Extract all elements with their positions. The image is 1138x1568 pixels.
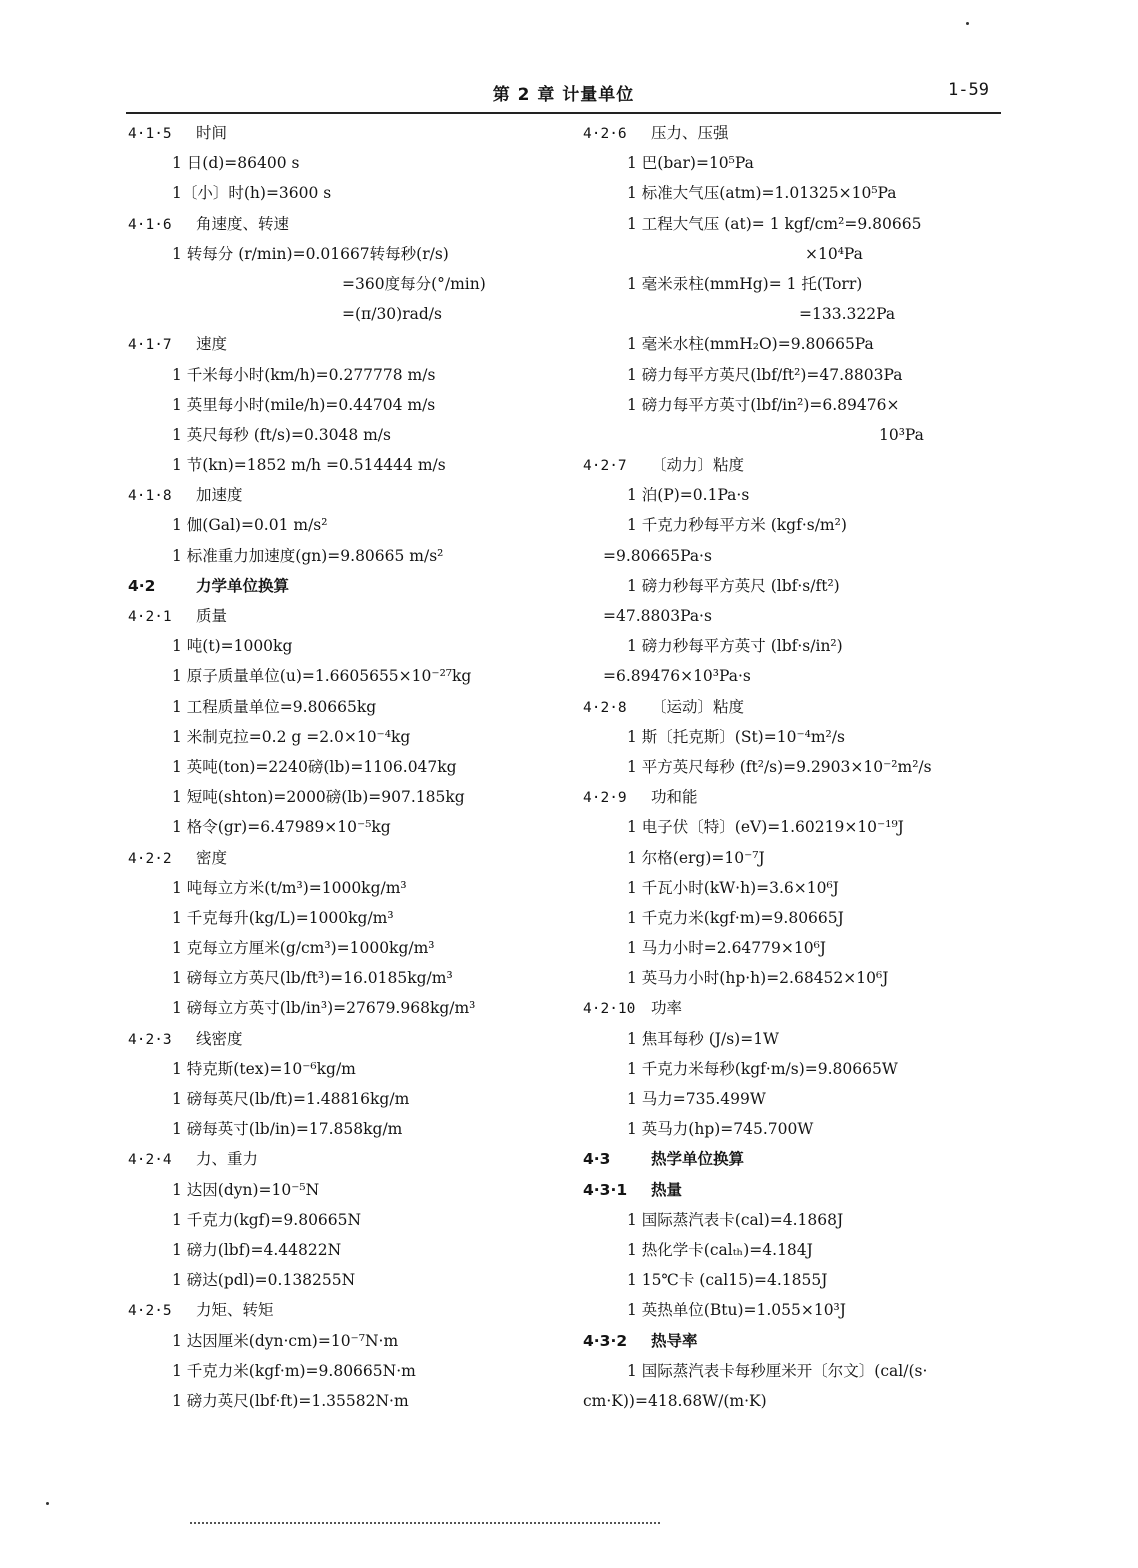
section-number: 4·2·7 [583,458,627,475]
conversion-line: 1 尔格(erg)=10⁻⁷J [627,848,765,867]
conversion-line: 1 磅每英寸(lb/in)=17.858kg/m [172,1120,403,1139]
section-number: 4·1·8 [128,488,172,505]
conversion-line: 1〔小〕时(h)=3600 s [172,184,332,203]
section-title: 时间 [196,124,228,142]
section-title: 力学单位换算 [196,576,290,595]
subsection-heading [583,118,1023,148]
subsection-heading [583,993,1023,1023]
conversion-line: 1 标准重力加速度(gn)=9.80665 m/s² [172,546,444,565]
conversion-line: 1 磅每英尺(lb/ft)=1.48816kg/m [172,1090,410,1108]
section-number: 4·3·1 [583,1180,628,1199]
conversion-line: 1 克每立方厘米(g/cm³)=1000kg/m³ [172,939,435,958]
section-title: 功和能 [651,788,698,807]
conversion-line: 1 米制克拉=0.2 g =2.0×10⁻⁴kg [172,727,411,746]
conversion-line: 1 千克力米每秒(kgf·m/s)=9.80665W [627,1059,898,1078]
section-number: 4·3·2 [583,1331,628,1350]
section-title: 〔运动〕粘度 [651,697,745,716]
subsection-heading [128,209,568,239]
conversion-line: 1 马力=735.499W [627,1090,766,1108]
conversion-line: 1 特克斯(tex)=10⁻⁶kg/m [172,1059,356,1078]
conversion-continuation: =133.322Pa [799,305,896,324]
conversion-line: 1 磅达(pdl)=0.138255N [172,1271,356,1290]
conversion-line: 1 英马力小时(hp·h)=2.68452×10⁶J [627,969,889,988]
section-title: 线密度 [196,1029,243,1048]
subsection-heading [128,329,568,359]
conversion-line: 1 原子质量单位(u)=1.6605655×10⁻²⁷kg [172,667,472,686]
conversion-line: 1 斯〔托克斯〕(St)=10⁻⁴m²/s [627,727,845,746]
section-number: 4·2·10 [583,1001,636,1018]
conversion-line: 1 千米每小时(km/h)=0.277778 m/s [172,365,436,384]
conversion-continuation: =6.89476×10³Pa·s [603,667,751,686]
conversion-line: 1 伽(Gal)=0.01 m/s² [172,516,328,535]
section-number: 4·2 [128,576,156,595]
conversion-line: 1 千克力(kgf)=9.80665N [172,1210,362,1229]
section-title: 热学单位换算 [651,1150,745,1169]
conversion-continuation: cm·K))=418.68W/(m·K) [583,1391,767,1410]
conversion-line: 1 英吨(ton)=2240磅(lb)=1106.047kg [172,757,457,776]
conversion-line: 1 吨每立方米(t/m³)=1000kg/m³ [172,878,407,897]
conversion-line: 1 磅力每平方英尺(lbf/ft²)=47.8803Pa [627,365,903,384]
conversion-line: 1 格令(gr)=6.47989×10⁻⁵kg [172,818,391,837]
conversion-line: 1 磅力每平方英寸(lbf/in²)=6.89476× [627,395,900,414]
conversion-continuation: 10³Pa [879,425,924,444]
section-heading [583,1144,1023,1174]
conversion-continuation: =360度每分(°/min) [342,274,486,293]
conversion-line: 1 国际蒸汽表卡(cal)=4.1868J [627,1210,844,1229]
conversion-line: 1 英热单位(Btu)=1.055×10³J [627,1301,846,1320]
scan-speck [46,1502,49,1505]
conversion-line: 1 焦耳每秒 (J/s)=1W [627,1029,779,1048]
conversion-line: 1 毫米汞柱(mmHg)= 1 托(Torr) [627,274,863,293]
conversion-line: 1 千克力米(kgf·m)=9.80665N·m [172,1361,416,1380]
section-number: 4·2·2 [128,850,172,867]
subsection-heading [583,450,1023,480]
section-title: 热导率 [651,1331,698,1350]
conversion-line: 1 热化学卡(calₜₕ)=4.184J [627,1240,813,1259]
section-heading [583,1175,1023,1205]
subsection-heading [583,782,1023,812]
conversion-line: 1 英马力(hp)=745.700W [627,1120,814,1139]
conversion-line: 1 15℃卡 (cal15)=4.1855J [627,1271,828,1290]
conversion-line: 1 节(kn)=1852 m/h =0.514444 m/s [172,456,446,475]
conversion-line: 1 达因(dyn)=10⁻⁵N [172,1180,320,1199]
conversion-line: 1 磅力(lbf)=4.44822N [172,1240,342,1259]
conversion-line: 1 磅力英尺(lbf·ft)=1.35582N·m [172,1391,409,1410]
section-number: 4·2·3 [128,1031,172,1048]
conversion-line: 1 磅每立方英寸(lb/in³)=27679.968kg/m³ [172,999,476,1018]
conversion-line: 1 标准大气压(atm)=1.01325×10⁵Pa [627,184,897,203]
section-title: 力矩、转矩 [196,1301,274,1320]
scan-speck [966,22,969,25]
conversion-line: 1 马力小时=2.64779×10⁶J [627,939,827,958]
section-title: 力、重力 [196,1150,259,1169]
conversion-line: 1 千克力秒每平方米 (kgf·s/m²) [627,516,847,535]
conversion-line: 1 千克力米(kgf·m)=9.80665J [627,908,844,927]
scan-footer-line [190,1522,660,1524]
conversion-line: 1 英尺每秒 (ft/s)=0.3048 m/s [172,425,391,444]
conversion-line: 1 巴(bar)=10⁵Pa [627,154,754,173]
conversion-line: 1 工程质量单位=9.80665kg [172,697,377,716]
section-title: 密度 [196,848,228,867]
section-number: 4·1·5 [128,126,172,142]
subsection-heading [128,480,568,510]
subsection-heading [128,843,568,873]
conversion-line: 1 磅力秒每平方英寸 (lbf·s/in²) [627,637,843,656]
section-number: 4·2·8 [583,699,627,716]
left-column [128,118,568,1416]
section-number: 4·1·7 [128,337,172,354]
section-number: 4·2·5 [128,1303,172,1320]
conversion-line: 1 千克每升(kg/L)=1000kg/m³ [172,908,394,927]
section-heading [128,571,568,601]
section-number: 4·3 [583,1150,611,1169]
conversion-continuation: ×10⁴Pa [805,244,863,263]
section-heading [583,1326,1023,1356]
conversion-line: 1 英里每小时(mile/h)=0.44704 m/s [172,395,436,414]
conversion-line: 1 泊(P)=0.1Pa·s [627,486,750,505]
page-number: 1-59 [948,80,989,100]
right-column [583,118,1023,1416]
conversion-line: 1 毫米水柱(mmH₂O)=9.80665Pa [627,335,874,354]
conversion-line: 1 千瓦小时(kW·h)=3.6×10⁶J [627,878,839,897]
section-title: 热量 [651,1180,683,1199]
section-title: 速度 [196,335,228,354]
section-title: 质量 [196,607,228,625]
conversion-line: 1 电子伏〔特〕(eV)=1.60219×10⁻¹⁹J [627,818,904,837]
conversion-line: 1 磅力秒每平方英尺 (lbf·s/ft²) [627,576,840,595]
conversion-continuation: =9.80665Pa·s [603,546,712,565]
conversion-continuation: =(π/30)rad/s [342,305,442,324]
subsection-heading [128,1144,568,1174]
conversion-continuation: =47.8803Pa·s [603,607,712,625]
chapter-title: 第 2 章 计量单位 [492,85,635,105]
conversion-line: 1 吨(t)=1000kg [172,637,293,656]
subsection-heading [128,1024,568,1054]
conversion-line: 1 国际蒸汽表卡每秒厘米开〔尔文〕(cal/(s· [627,1361,928,1380]
conversion-line: 1 达因厘米(dyn·cm)=10⁻⁷N·m [172,1331,399,1350]
section-number: 4·2·1 [128,609,172,625]
conversion-line: 1 磅每立方英尺(lb/ft³)=16.0185kg/m³ [172,969,453,988]
section-title: 功率 [651,999,683,1018]
conversion-line: 1 工程大气压 (at)= 1 kgf/cm²=9.80665 [627,214,922,233]
section-title: 加速度 [196,486,243,505]
subsection-heading [583,692,1023,722]
section-number: 4·2·4 [128,1152,172,1169]
conversion-line: 1 平方英尺每秒 (ft²/s)=9.2903×10⁻²m²/s [627,757,932,776]
conversion-line: 1 转每分 (r/min)=0.01667转每秒(r/s) [172,244,449,263]
section-number: 4·2·9 [583,790,627,807]
running-header [126,80,1001,114]
conversion-line: 1 日(d)=86400 s [172,154,300,173]
subsection-heading [128,118,568,148]
subsection-heading [128,601,568,631]
subsection-heading [128,1295,568,1325]
section-number: 4·1·6 [128,216,172,233]
section-title: 压力、压强 [651,124,729,142]
section-title: 角速度、转速 [196,214,290,233]
conversion-line: 1 短吨(shton)=2000磅(lb)=907.185kg [172,788,465,807]
section-title: 〔动力〕粘度 [651,456,745,475]
section-number: 4·2·6 [583,126,627,142]
